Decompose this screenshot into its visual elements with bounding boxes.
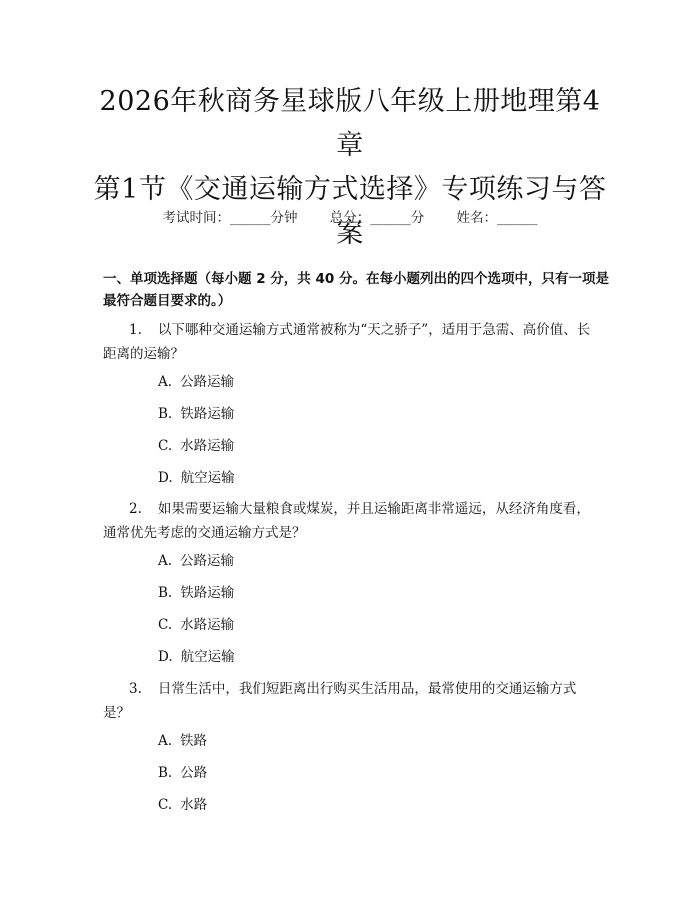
exam-time: 考试时间：______分钟 [162,210,298,226]
section-header: 一、单项选择题（每小题 2 分，共 40 分。在每小题列出的四个选项中，只有一项是最符合题目要求的。） [103,271,609,309]
title-line-3: 案 [336,218,364,249]
option-letter: B. [158,406,173,422]
option-text: 公路运输 [180,553,235,569]
question-number: 3. [129,681,142,697]
question-number: 2. [129,501,142,517]
option-a [158,551,234,571]
option-letter: A. [158,733,173,749]
question-text: 如果需要运输大量粮食或煤炭，并且运输距离非常遥远，从经济角度看，通常优先考虑的交通运输方式是？ [103,501,590,541]
option-letter: A. [158,553,173,569]
option-d [158,468,235,488]
option-text: 水路 [180,797,208,813]
question-text: 日常生活中，我们短距离出行购买生活用品，最常使用的交通运输方式是？ [103,681,577,721]
exam-meta [0,206,700,226]
question-text: 以下哪种交通运输方式通常被称为“天之骄子”，适用于急需、高价值、长距离的运输？ [103,322,591,362]
option-text: 铁路运输 [180,585,235,601]
option-letter: C. [158,797,173,813]
option-text: 公路运输 [180,374,235,390]
option-letter: C. [158,438,173,454]
option-letter: A. [158,374,173,390]
option-d [158,647,235,667]
option-b [158,763,207,783]
option-c [158,615,234,635]
question-1 [103,318,603,366]
question-2 [103,497,603,545]
option-c [158,795,207,815]
title-line-1: 2026年秋商务星球版八年级上册地理第4章 [99,86,601,161]
question-number: 1. [129,322,142,338]
option-letter: B. [158,765,173,781]
option-text: 航空运输 [180,649,235,665]
option-text: 公路 [180,765,208,781]
question-3 [103,677,603,725]
option-letter: D. [158,470,173,486]
exam-name: 姓名：______ [456,210,538,226]
document-title [90,80,610,256]
option-a [158,372,234,392]
option-letter: D. [158,649,173,665]
exam-score: 总分：______分 [329,210,425,226]
option-b [158,583,234,603]
option-c [158,436,234,456]
option-text: 水路运输 [180,617,235,633]
option-text: 水路运输 [180,438,235,454]
option-text: 铁路 [180,733,208,749]
title-line-2: 第1节《交通运输方式选择》专项练习与答 [93,174,607,205]
option-b [158,404,234,424]
option-a [158,731,207,751]
option-text: 航空运输 [180,470,235,486]
option-letter: B. [158,585,173,601]
option-letter: C. [158,617,173,633]
option-text: 铁路运输 [180,406,235,422]
